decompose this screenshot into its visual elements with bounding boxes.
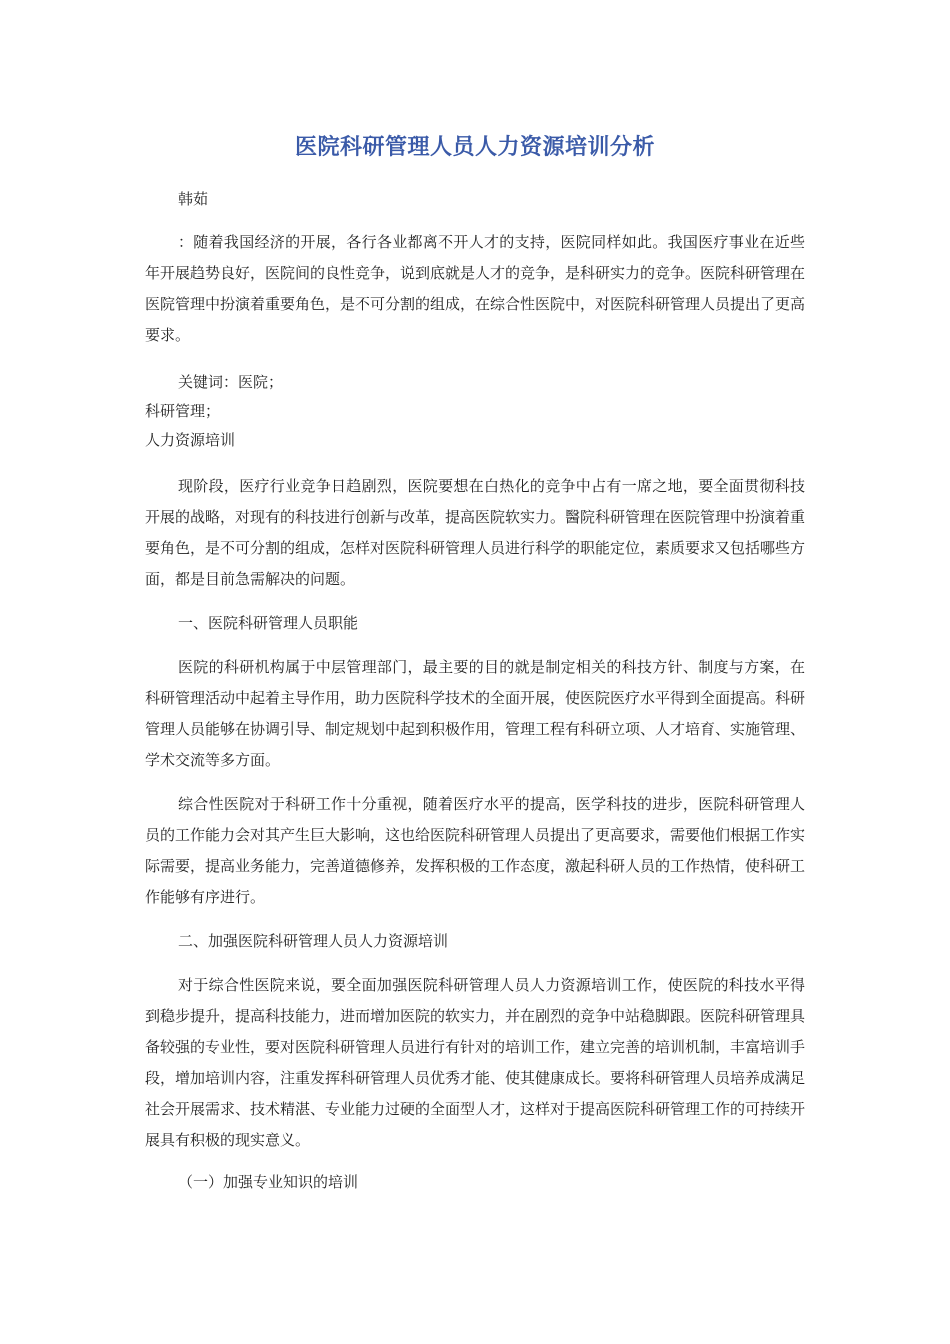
subsection-heading-1: （一）加强专业知识的培训 [178, 1173, 359, 1191]
abstract-paragraph: ：随着我国经济的开展，各行各业都离不开人才的支持，医院同样如此。我国医疗事业在近些年开展趋势良好，医院间的良性竞争，说到底就是人才的竞争，是科研实力的竞争。医院科研管理在医院管理中扮演着重要角色，是不可分割的组成，在综合性医院中，对医院科研管理人员提出了更高要求。 [145, 233, 806, 344]
section-heading-2: 二、加强医院科研管理人员人力资源培训 [178, 932, 449, 950]
section-heading-1: 一、医院科研管理人员职能 [178, 614, 359, 632]
keywords-line-1: 关键词：医院； [178, 373, 284, 391]
body-paragraph-3: 综合性医院对于科研工作十分重视，随着医疗水平的提高，医学科技的进步，医院科研管理人员的工作能力会对其产生巨大影响，这也给医院科研管理人员提出了更高要求，需要他们根据工作实际需要，提高业务能力，完善道德修养，发挥积极的工作态度，激起科研人员的工作热情，使科研工作能够有序进行。 [145, 795, 806, 906]
body-paragraph-1: 现阶段，医疗行业竞争日趋剧烈，医院要想在白热化的竞争中占有一席之地，要全面贯彻科技开展的战略，对现有的科技进行创新与改革，提高医院软实力。醫院科研管理在医院管理中扮演着重要角色，是不可分割的组成，怎样对医院科研管理人员进行科学的职能定位，素质要求又包括哪些方面，都是目前急需解决的问题。 [145, 477, 806, 588]
document-title: 医院科研管理人员人力资源培训分析 [294, 135, 655, 160]
body-paragraph-4: 对于综合性医院来说，要全面加强医院科研管理人员人力资源培训工作，使医院的科技水平得到稳步提升，提高科技能力，进而增加医院的软实力，并在剧烈的竞争中站稳脚跟。医院科研管理具备较强的专业性，要对医院科研管理人员进行有针对的培训工作，建立完善的培训机制，丰富培训手段，增加培训内容，注重发挥科研管理人员优秀才能、使其健康成长。要将科研管理人员培养成满足社会开展需求、技术精湛、专业能力过硬的全面型人才，这样对于提高医院科研管理工作的可持续开展具有积极的现实意义。 [145, 976, 806, 1149]
keywords-line-3: 人力资源培训 [145, 431, 236, 449]
body-paragraph-2: 医院的科研机构属于中层管理部门，最主要的目的就是制定相关的科技方针、制度与方案，在科研管理活动中起着主导作用，助力医院科学技术的全面开展，使医院医疗水平得到全面提高。科研管理人员能够在协调引导、制定规划中起到积极作用，管理工程有科研立项、人才培育、实施管理、学术交流等多方面。 [145, 658, 806, 769]
keywords-line-2: 科研管理； [145, 402, 221, 420]
author-name: 韩茹 [178, 190, 209, 208]
